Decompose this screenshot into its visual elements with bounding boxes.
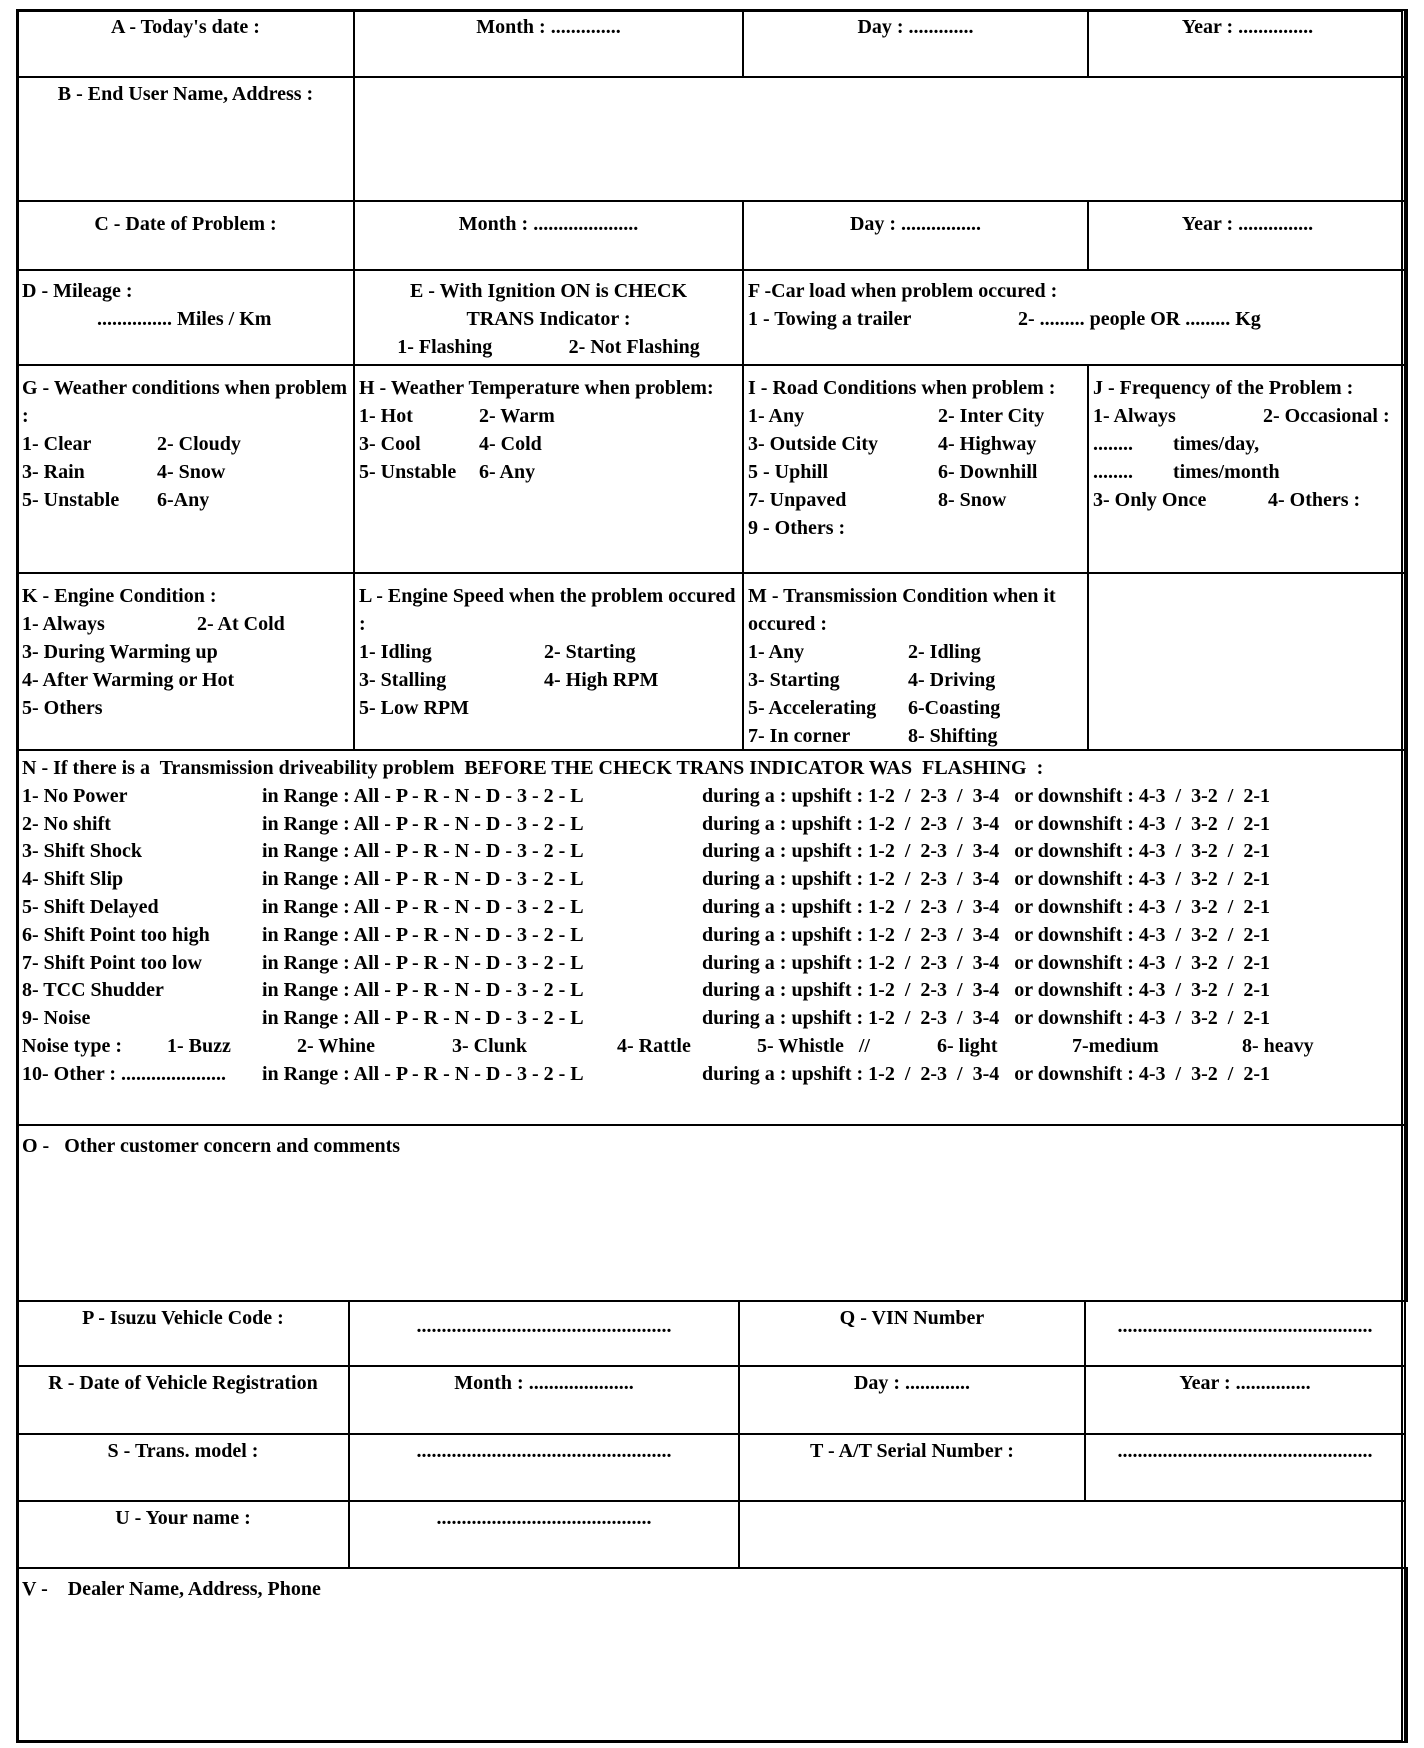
option[interactable]: 5- Accelerating bbox=[748, 697, 877, 719]
empty-cell bbox=[738, 1500, 1406, 1569]
field-text: ................................................... bbox=[416, 1315, 672, 1337]
field-text: ................................................... bbox=[1117, 1315, 1373, 1337]
range[interactable]: in Range : All - P - R - N - D - 3 - 2 - L bbox=[262, 1007, 584, 1030]
during[interactable]: during a : upshift : 1-2 / 2-3 / 3-4 or downshift : 4-3 / 3-2 / 2-1 bbox=[702, 951, 1270, 974]
option[interactable]: 2- Warm bbox=[479, 405, 555, 427]
during[interactable]: during a : upshift : 1-2 / 2-3 / 3-4 or downshift : 4-3 / 3-2 / 2-1 bbox=[702, 868, 1270, 891]
driveability-section bbox=[16, 749, 1408, 1126]
engine-condition-section bbox=[16, 572, 355, 751]
option[interactable]: 6- Downhill bbox=[938, 461, 1038, 483]
range[interactable]: in Range : All - P - R - N - D - 3 - 2 - L bbox=[262, 979, 584, 1002]
option[interactable]: 6-Any bbox=[157, 489, 210, 511]
option[interactable]: 1- Any bbox=[748, 405, 805, 427]
mileage-label: D - Mileage : bbox=[22, 280, 133, 302]
option[interactable]: 7- Unpaved bbox=[748, 489, 847, 511]
registration-day-field[interactable] bbox=[738, 1365, 1086, 1435]
field-text: ................................................... bbox=[416, 1440, 672, 1462]
option[interactable]: 3- During Warming up bbox=[22, 641, 218, 663]
your-name-field[interactable] bbox=[348, 1500, 740, 1569]
weather-temperature-section bbox=[353, 364, 744, 574]
option[interactable]: 9 - Others : bbox=[748, 517, 846, 539]
range[interactable]: in Range : All - P - R - N - D - 3 - 2 - L bbox=[262, 923, 584, 946]
car-load-section bbox=[742, 269, 1408, 366]
option[interactable]: 1- Any bbox=[748, 641, 805, 663]
range[interactable]: in Range : All - P - R - N - D - 3 - 2 - L bbox=[262, 951, 584, 974]
field-text: Year : ............... bbox=[1181, 16, 1314, 38]
option[interactable]: 4- Cold bbox=[479, 433, 542, 455]
option[interactable]: 1- Buzz bbox=[167, 1034, 231, 1057]
option[interactable]: 8- heavy bbox=[1242, 1034, 1314, 1057]
during[interactable]: during a : upshift : 1-2 / 2-3 / 3-4 or downshift : 4-3 / 3-2 / 2-1 bbox=[702, 1062, 1270, 1085]
trans-model-field[interactable] bbox=[348, 1433, 740, 1502]
problem[interactable]: 7- Shift Point too low bbox=[22, 951, 202, 974]
label: A - Today's date : bbox=[111, 16, 260, 38]
noise-type-label: Noise type : bbox=[22, 1034, 122, 1057]
option[interactable]: 4- Others : bbox=[1268, 489, 1361, 511]
option[interactable]: 5- Low RPM bbox=[359, 697, 469, 719]
option[interactable]: 4- High RPM bbox=[544, 669, 659, 691]
dealer-section[interactable] bbox=[16, 1567, 1408, 1743]
vin-label bbox=[738, 1300, 1086, 1367]
option[interactable]: 4- Rattle bbox=[617, 1034, 691, 1057]
registration-year-field[interactable] bbox=[1084, 1365, 1406, 1435]
section-label: O - Other customer concern and comments bbox=[22, 1135, 401, 1157]
transmission-condition-section bbox=[742, 572, 1089, 751]
problem[interactable]: 6- Shift Point too high bbox=[22, 923, 210, 946]
option[interactable]: 5 - Uphill bbox=[748, 461, 829, 483]
option[interactable]: 4- Driving bbox=[908, 669, 996, 691]
during[interactable]: during a : upshift : 1-2 / 2-3 / 3-4 or downshift : 4-3 / 3-2 / 2-1 bbox=[702, 812, 1270, 835]
option[interactable]: 3- Stalling bbox=[359, 669, 447, 691]
during[interactable]: during a : upshift : 1-2 / 2-3 / 3-4 or downshift : 4-3 / 3-2 / 2-1 bbox=[702, 979, 1270, 1002]
road-conditions-section bbox=[742, 364, 1089, 574]
option[interactable]: 1- Always bbox=[22, 613, 105, 635]
serial-number-label bbox=[738, 1433, 1086, 1502]
field-text: Year : ............... bbox=[1179, 1372, 1311, 1394]
today-month-field[interactable] bbox=[353, 9, 744, 78]
range[interactable]: in Range : All - P - R - N - D - 3 - 2 - L bbox=[262, 784, 584, 807]
problem-row[interactable] bbox=[22, 1005, 1402, 1033]
section-label: V - Dealer Name, Address, Phone bbox=[22, 1578, 321, 1600]
option-not-flashing[interactable]: 2- Not Flashing bbox=[568, 336, 700, 358]
engine-speed-section bbox=[353, 572, 744, 751]
option[interactable]: 3- Clunk bbox=[452, 1034, 528, 1057]
noise-type-row bbox=[22, 1033, 1402, 1061]
option-towing[interactable]: 1 - Towing a trailer bbox=[748, 308, 912, 330]
option[interactable]: 5- Unstable bbox=[359, 461, 457, 483]
option[interactable]: 4- After Warming or Hot bbox=[22, 669, 235, 691]
problem[interactable]: 5- Shift Delayed bbox=[22, 895, 159, 918]
option[interactable]: 2- Occasional : bbox=[1263, 405, 1390, 427]
option[interactable]: 8- Shifting bbox=[908, 725, 998, 747]
option[interactable]: 3- Outside City bbox=[748, 433, 878, 455]
problem[interactable]: 9- Noise bbox=[22, 1007, 91, 1030]
end-user-label bbox=[16, 76, 355, 202]
vehicle-code-label bbox=[16, 1300, 350, 1367]
option[interactable]: ........ times/day, bbox=[1093, 433, 1260, 455]
option[interactable]: 3- Rain bbox=[22, 461, 85, 483]
range[interactable]: in Range : All - P - R - N - D - 3 - 2 - L bbox=[262, 868, 584, 891]
problem[interactable]: 2- No shift bbox=[22, 812, 111, 835]
label: R - Date of Vehicle Registration bbox=[48, 1372, 318, 1394]
field-text: Day : ............. bbox=[857, 16, 974, 38]
option-flashing[interactable]: 1- Flashing bbox=[397, 336, 493, 358]
field-text: ........................................... bbox=[436, 1507, 652, 1529]
section-label: K - Engine Condition : bbox=[22, 585, 217, 607]
section-label: J - Frequency of the Problem : bbox=[1093, 377, 1354, 399]
option[interactable]: 5- Whistle // bbox=[757, 1034, 870, 1057]
section-label: H - Weather Temperature when problem: bbox=[359, 377, 714, 399]
today-day-field[interactable] bbox=[742, 9, 1089, 78]
option[interactable]: 6- light bbox=[937, 1034, 998, 1057]
check-trans-section bbox=[353, 269, 744, 366]
option[interactable]: 1- Always bbox=[1093, 405, 1176, 427]
option[interactable]: 2- Starting bbox=[544, 641, 636, 663]
registration-date-label bbox=[16, 1365, 350, 1435]
problem[interactable]: 3- Shift Shock bbox=[22, 840, 143, 863]
option[interactable]: 7-medium bbox=[1072, 1034, 1159, 1057]
field-text: ................................................... bbox=[1117, 1440, 1373, 1462]
option[interactable]: 2- At Cold bbox=[197, 613, 285, 635]
option[interactable]: 6- Any bbox=[479, 461, 536, 483]
mileage-value: ............... Miles / Km bbox=[97, 308, 272, 330]
range[interactable]: in Range : All - P - R - N - D - 3 - 2 - L bbox=[262, 1062, 584, 1085]
problem-row[interactable] bbox=[22, 950, 1402, 978]
problem[interactable]: 10- Other : ..................... bbox=[22, 1062, 227, 1085]
registration-month-field[interactable] bbox=[348, 1365, 740, 1435]
today-date-label bbox=[16, 9, 355, 78]
option[interactable]: 2- Idling bbox=[908, 641, 981, 663]
car-load-label: F -Car load when problem occured : bbox=[748, 280, 1058, 302]
option[interactable]: 3- Starting bbox=[748, 669, 840, 691]
problem-date-label bbox=[16, 200, 355, 271]
option[interactable]: 3- Only Once bbox=[1093, 489, 1207, 511]
check-trans-label: E - With Ignition ON is CHECK bbox=[409, 280, 688, 302]
field-text: Month : .............. bbox=[476, 16, 621, 38]
range[interactable]: in Range : All - P - R - N - D - 3 - 2 - L bbox=[262, 840, 584, 863]
label: Q - VIN Number bbox=[839, 1307, 985, 1329]
section-label: N - If there is a Transmission driveability problem BEFORE THE CHECK TRANS INDICATOR WAS FLASHING : bbox=[22, 757, 1044, 779]
during[interactable]: during a : upshift : 1-2 / 2-3 / 3-4 or downshift : 4-3 / 3-2 / 2-1 bbox=[702, 784, 1270, 807]
vehicle-code-field[interactable] bbox=[348, 1300, 740, 1367]
other-problem-row[interactable] bbox=[22, 1061, 1402, 1089]
trans-model-label bbox=[16, 1433, 350, 1502]
option[interactable]: 2- Whine bbox=[297, 1034, 375, 1057]
during[interactable]: during a : upshift : 1-2 / 2-3 / 3-4 or downshift : 4-3 / 3-2 / 2-1 bbox=[702, 1007, 1270, 1030]
option[interactable]: 7- In corner bbox=[748, 725, 851, 747]
field-text: Day : ................ bbox=[849, 213, 982, 235]
label: C - Date of Problem : bbox=[94, 213, 277, 235]
label: P - Isuzu Vehicle Code : bbox=[82, 1307, 284, 1329]
empty-cell bbox=[1087, 572, 1408, 751]
range[interactable]: in Range : All - P - R - N - D - 3 - 2 - L bbox=[262, 812, 584, 835]
problem-row[interactable] bbox=[22, 783, 1402, 811]
label: U - Your name : bbox=[115, 1507, 251, 1529]
option[interactable]: 1- Clear bbox=[22, 433, 92, 455]
serial-number-field[interactable] bbox=[1084, 1433, 1406, 1502]
option[interactable]: 3- Cool bbox=[359, 433, 421, 455]
problem-month-field[interactable] bbox=[353, 200, 744, 271]
option[interactable]: 6-Coasting bbox=[908, 697, 1001, 719]
section-label: I - Road Conditions when problem : bbox=[748, 377, 1056, 399]
comments-section[interactable] bbox=[16, 1124, 1408, 1302]
label: T - A/T Serial Number : bbox=[810, 1440, 1014, 1462]
option-people-kg[interactable]: 2- ......... people OR ......... Kg bbox=[1018, 308, 1261, 330]
frequency-section bbox=[1087, 364, 1408, 574]
problem-day-field[interactable] bbox=[742, 200, 1089, 271]
field-text: Month : ..................... bbox=[454, 1372, 634, 1394]
problem-year-field[interactable] bbox=[1087, 200, 1408, 271]
label: S - Trans. model : bbox=[107, 1440, 259, 1462]
range[interactable]: in Range : All - P - R - N - D - 3 - 2 - L bbox=[262, 895, 584, 918]
option[interactable]: 5- Others bbox=[22, 697, 103, 719]
problem-row[interactable] bbox=[22, 977, 1402, 1005]
today-year-field[interactable] bbox=[1087, 9, 1408, 78]
problem-row[interactable] bbox=[22, 866, 1402, 894]
label: B - End User Name, Address : bbox=[57, 83, 314, 105]
problem[interactable]: 4- Shift Slip bbox=[22, 868, 124, 891]
section-label: L - Engine Speed when the problem occured : bbox=[359, 585, 736, 635]
problem-row[interactable] bbox=[22, 894, 1402, 922]
section-label: M - Transmission Condition when it occured : bbox=[748, 585, 1056, 635]
option[interactable]: 2- Cloudy bbox=[157, 433, 241, 455]
vin-field[interactable] bbox=[1084, 1300, 1406, 1367]
your-name-label bbox=[16, 1500, 350, 1569]
option[interactable]: 4- Snow bbox=[157, 461, 226, 483]
field-text: Day : ............. bbox=[853, 1372, 971, 1394]
option[interactable]: ........ times/month bbox=[1093, 461, 1280, 483]
option[interactable]: 8- Snow bbox=[938, 489, 1007, 511]
during[interactable]: during a : upshift : 1-2 / 2-3 / 3-4 or downshift : 4-3 / 3-2 / 2-1 bbox=[702, 895, 1270, 918]
during[interactable]: during a : upshift : 1-2 / 2-3 / 3-4 or downshift : 4-3 / 3-2 / 2-1 bbox=[702, 923, 1270, 946]
option[interactable]: 1- Idling bbox=[359, 641, 432, 663]
problem-row[interactable] bbox=[22, 838, 1402, 866]
end-user-field[interactable] bbox=[353, 76, 1408, 202]
field-text: Month : ..................... bbox=[458, 213, 639, 235]
option[interactable]: 4- Highway bbox=[938, 433, 1037, 455]
problem[interactable]: 1- No Power bbox=[22, 784, 128, 807]
option[interactable]: 5- Unstable bbox=[22, 489, 120, 511]
problem-row[interactable] bbox=[22, 922, 1402, 950]
weather-conditions-section bbox=[16, 364, 355, 574]
field-text: Year : ............... bbox=[1181, 213, 1314, 235]
section-label: G - Weather conditions when problem : bbox=[22, 377, 348, 427]
option[interactable]: 2- Inter City bbox=[938, 405, 1045, 427]
during[interactable]: during a : upshift : 1-2 / 2-3 / 3-4 or downshift : 4-3 / 3-2 / 2-1 bbox=[702, 840, 1270, 863]
option[interactable]: 1- Hot bbox=[359, 405, 413, 427]
problem-row[interactable] bbox=[22, 811, 1402, 839]
check-trans-label-2: TRANS Indicator : bbox=[466, 308, 631, 330]
problem[interactable]: 8- TCC Shudder bbox=[22, 979, 164, 1002]
mileage-section[interactable] bbox=[16, 269, 355, 366]
